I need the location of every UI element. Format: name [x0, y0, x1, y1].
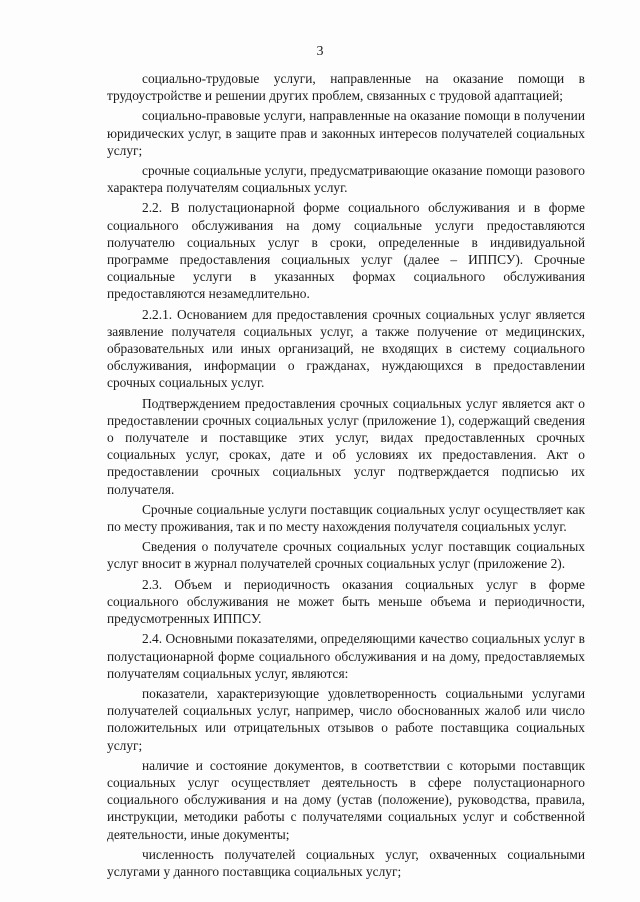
paragraph-section-2-2-1: 2.2.1. Основанием для предоставления срочных социальных услуг является заявление получателя социальных услуг, а также получение от медицинских, образовательных или иных организаций, не входящих в систему социального обслуживания, информации о гражданах, нуждающихся в предоставлении срочных социальных услуг. — [107, 306, 585, 391]
paragraph-section-2-2: 2.2. В полустационарной форме социального обслуживания и в форме социального обслуживания на дому социальные услуги предоставляются получателю социальных услуг в сроки, определенные в индивидуальной программе предоставления социальных услуг (далее – ИППСУ). Срочные социальные услуги в указанных формах социального обслуживания предоставляются незамедлительно. — [107, 200, 585, 302]
paragraph-confirmation-act: Подтверждением предоставления срочных социальных услуг является акт о предоставлении срочных социальных услуг (приложение 1), содержащий сведения о получателе и поставщике этих услуг, видах предоставленных срочных социальных услуг, сроках, дате и об условиях их предоставления. Акт о предоставлении срочных социальных услуг подтверждается подписью их получателя. — [107, 395, 585, 497]
paragraph-urgent-journal: Сведения о получателе срочных социальных услуг поставщик социальных услуг вносит в журнал получателей срочных социальных услуг (приложение 2). — [107, 539, 585, 572]
page-number: 3 — [316, 44, 324, 59]
paragraph-section-2-4: 2.4. Основными показателями, определяющими качество социальных услуг в полустационарной форме социального обслуживания и на дому, предоставляемых получателям социальных услуг, являются: — [107, 631, 585, 681]
paragraph-section-2-3: 2.3. Объем и периодичность оказания социальных услуг в форме социального обслуживания не может быть меньше объема и периодичности, предусмотренных ИППСУ. — [107, 576, 585, 627]
paragraph-urgent-services: срочные социальные услуги, предусматривающие оказание помощи разового характера получателям социальных услуг. — [107, 163, 585, 196]
paragraph-documents-indicators: наличие и состояние документов, в соответствии с которыми поставщик социальных услуг осуществляет деятельность в сфере полустационарного социального обслуживания и на дому (устав (положение), руководства, правила, инструкции, методики работы с получателями социальных услуг и собственной деятельности, иные документы; — [107, 757, 585, 842]
document-body — [107, 70, 585, 883]
paragraph-social-labor-services: социально-трудовые услуги, направленные на оказание помощи в трудоустройстве и решении других проблем, связанных с трудовой адаптацией; — [107, 71, 585, 104]
paragraph-social-legal-services: социально-правовые услуги, направленные на оказание помощи в получении юридических услуг, в защите прав и законных интересов получателей социальных услуг; — [107, 108, 585, 158]
paragraph-satisfaction-indicators: показатели, характеризующие удовлетворенность социальными услугами получателей социальных услуг, например, число обоснованных жалоб или число положительных или отрицательных отзывов о работе поставщика социальных услуг; — [107, 685, 585, 753]
paragraph-urgent-location: Срочные социальные услуги поставщик социальных услуг осуществляет как по месту проживания, так и по месту нахождения получателя социальных услуг. — [107, 501, 585, 535]
paragraph-recipients-count: численность получателей социальных услуг, охваченных социальными услугами у данного поставщика социальных услуг; — [107, 846, 585, 879]
